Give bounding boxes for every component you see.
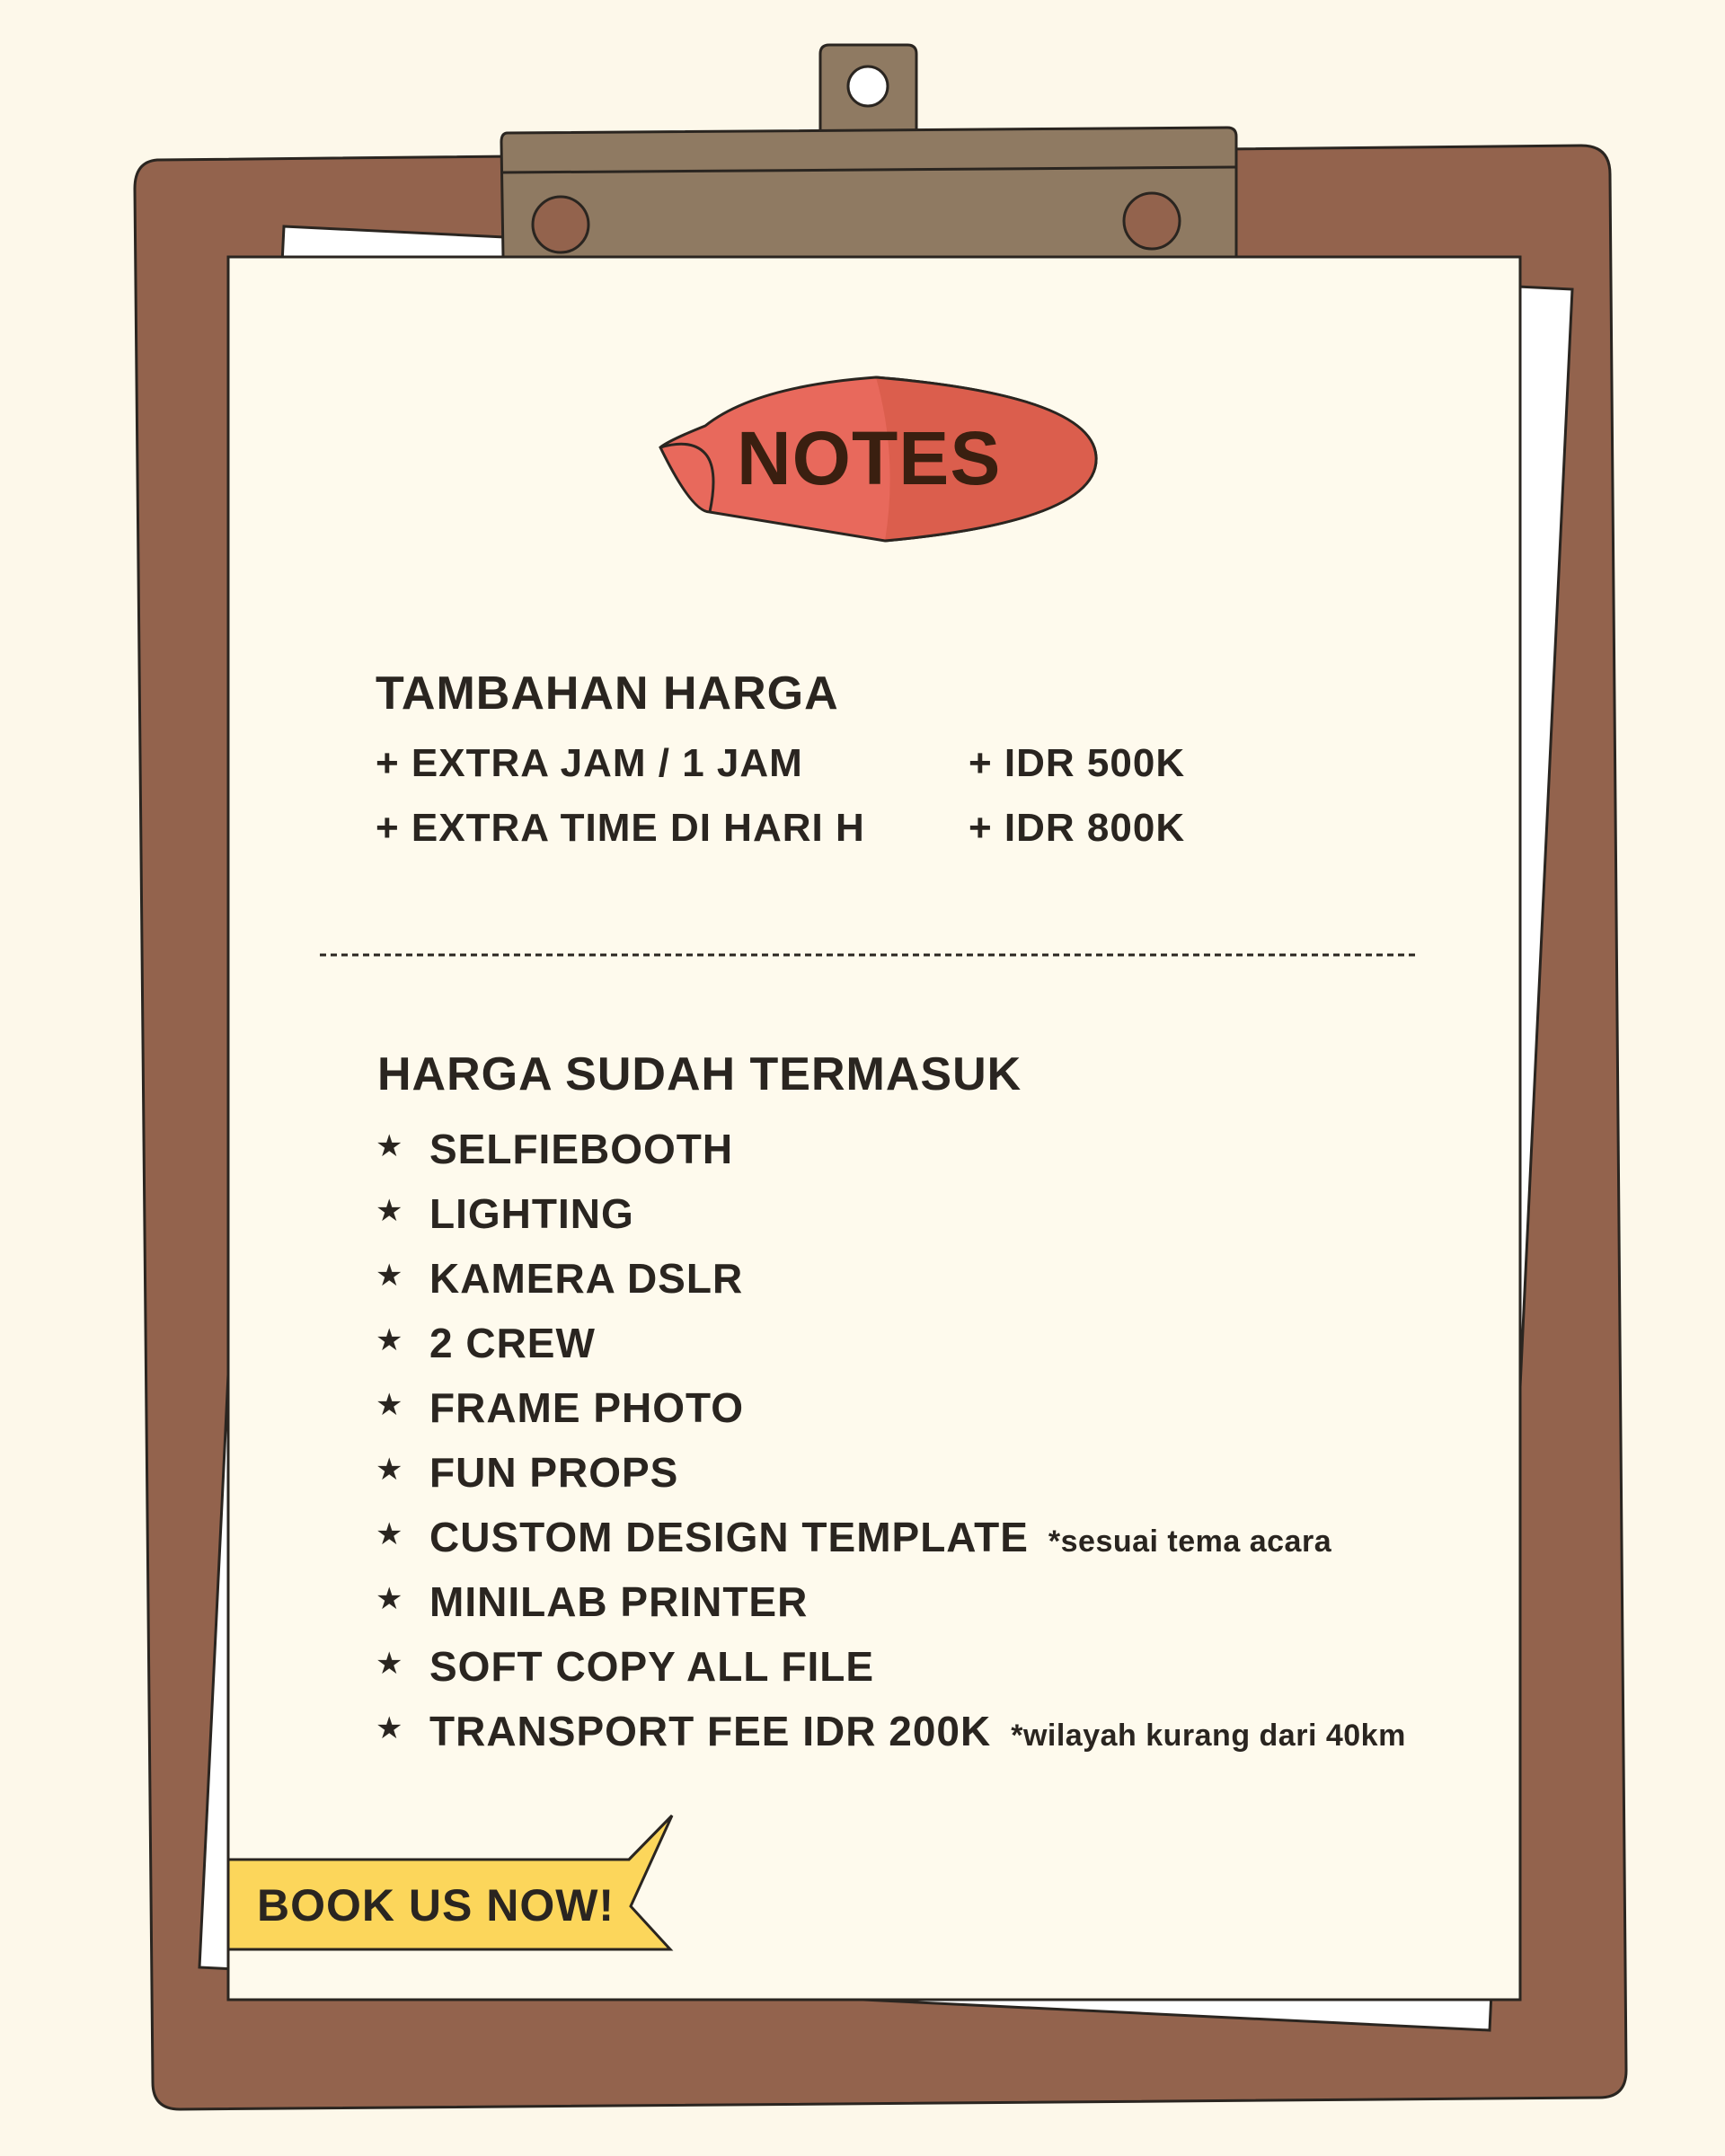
book-us-now-label: BOOK US NOW! [257, 1880, 615, 1931]
included-item-label: 2 CREW [429, 1320, 596, 1366]
star-icon: ★ [376, 1259, 403, 1293]
clip [501, 45, 1236, 257]
notes-title: NOTES [737, 416, 1002, 500]
star-icon: ★ [376, 1323, 403, 1357]
included-item-label: FRAME PHOTO [429, 1384, 745, 1431]
included-item-label: MINILAB PRINTER [429, 1578, 809, 1625]
star-icon: ★ [376, 1129, 403, 1163]
extra-row-label: + EXTRA TIME DI HARI H [376, 806, 865, 850]
item-note: *sesuai tema acara [1048, 1524, 1332, 1559]
included-item-label [429, 1516, 1331, 1558]
star-icon: ★ [376, 1453, 403, 1487]
item-note: *wilayah kurang dari 40km [1011, 1719, 1406, 1753]
tambahan-heading: TAMBAHAN HARGA [376, 667, 839, 720]
extra-row-label: + EXTRA JAM / 1 JAM [376, 741, 803, 785]
star-icon: ★ [376, 1388, 403, 1422]
termasuk-heading: HARGA SUDAH TERMASUK [377, 1048, 1022, 1100]
star-icon: ★ [376, 1582, 403, 1616]
star-icon: ★ [376, 1194, 403, 1228]
extra-row-price: + IDR 500K [969, 741, 1186, 785]
included-item-text: TRANSPORT FEE IDR 200K [429, 1708, 992, 1754]
included-item-label: SOFT COPY ALL FILE [429, 1643, 875, 1690]
extra-row-price: + IDR 800K [969, 806, 1186, 850]
star-icon: ★ [376, 1711, 403, 1745]
included-item-label: KAMERA DSLR [429, 1255, 744, 1302]
included-item-text: CUSTOM DESIGN TEMPLATE [429, 1514, 1029, 1560]
star-icon: ★ [376, 1517, 403, 1551]
included-item-label: LIGHTING [429, 1190, 634, 1237]
star-icon: ★ [376, 1647, 403, 1681]
included-item-label [429, 1710, 1406, 1752]
included-item-label: FUN PROPS [429, 1449, 679, 1496]
included-item-label: SELFIEBOOTH [429, 1126, 734, 1172]
